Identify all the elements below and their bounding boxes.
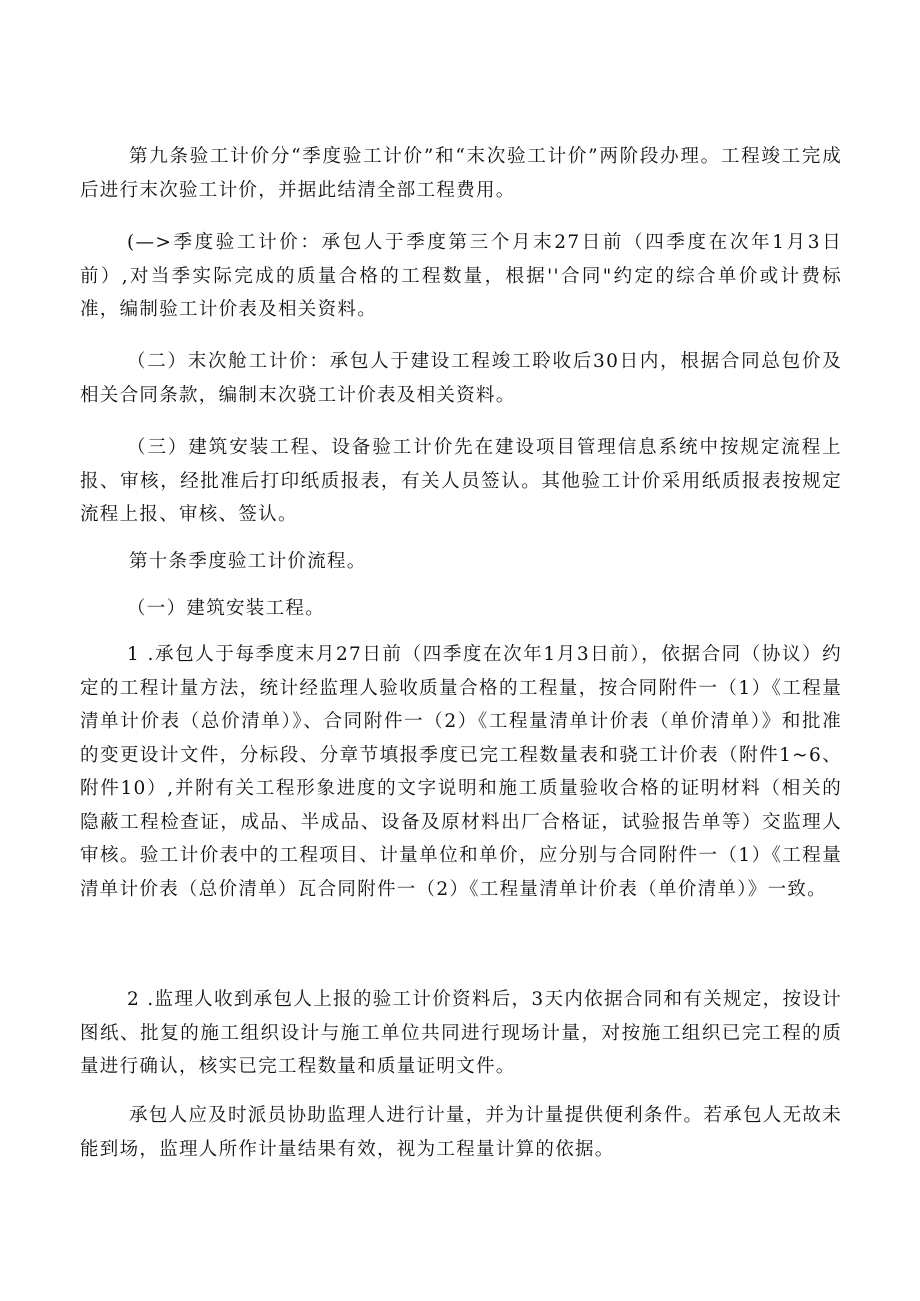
paragraph-final-valuation: （二）末次舱工计价：承包人于建设工程竣工聆收后30日内，根据合同总包价及相关合同条款，编制末次骁工计价表及相关资料。 (80, 351, 842, 406)
paragraph-item-1: 1 .承包人于每季度末月27日前（四季度在次年1月3日前），依据合同（协议）约定的工程计量方法，统计经监理人验收质量合格的工程量，按合同附件一（1）《工程量清单计价表（总价清单）》、合同附件一（2）《工程量清单计价表（单价清单）》和批准的变更设计文件，分标段、分章节填报季度已完工程数量表和骁工计价表（附件1~6、附件10）,并附有关工程形象进度的文字说明和施工质量验收合格的证明材料（相关的隐蔽工程检查证，成品、半成品、设备及原材料出厂合格证，试验报告单等）交监理人审核。验工计价表中的工程项目、计量单位和单价，应分别与合同附件一（1）《工程量清单计价表（总价清单）瓦合同附件一（2）《工程量清单计价表（单价清单）》一致。 (80, 644, 842, 900)
paragraph-item-2: 2 .监理人收到承包人上报的验工计价资料后，3天内依据合同和有关规定，按设计图纸、批复的施工组织设计与施工单位共同进行现场计量，对按施工组织已完工程的质量进行确认，核实已完工程数量和质量证明文件。 (80, 989, 842, 1077)
paragraph-installation-valuation: （三）建筑安装工程、设备验工计价先在建设项目管理信息系统中按规定流程上报、审核，经批准后打印纸质报表，有关人员签认。其他验工计价采用纸质报表按规定流程上报、审核、签认。 (80, 437, 842, 525)
paragraph-contractor-cooperation: 承包人应及时派员协助监理人进行计量，并为计量提供便利条件。若承包人无故未能到场，监理人所作计量结果有效，视为工程量计算的依据。 (80, 1105, 842, 1160)
paragraph-article-10: 第十条季度验工计价流程。 (129, 551, 367, 572)
paragraph-section-1-heading: （一）建筑安装工程。 (127, 598, 326, 619)
paragraph-article-9: 第九条验工计价分“季度验工计价”和“末次验工计价”两阶段办理。工程竣工完成后进行末次验工计价，并据此结清全部工程费用。 (80, 146, 842, 201)
paragraph-quarterly-valuation: (—>季度验工计价：承包人于季度第三个月末27日前（四季度在次年1月3日前）,对当季实际完成的质量合格的工程数量，根据''合同"约定的综合单价或计费标准，编制验工计价表及相关资料。 (80, 232, 842, 320)
